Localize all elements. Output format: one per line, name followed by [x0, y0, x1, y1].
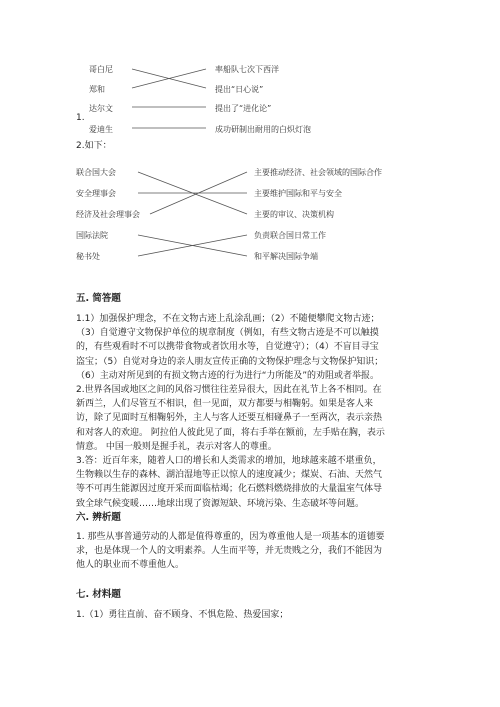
q2-left-item: 秘书处	[76, 252, 100, 261]
answer-line: 和对客人的欢迎。 阿拉伯人彼此见了面，将右手举在额前，左手贴在胸，表示	[76, 427, 385, 438]
q2-label: 2.如下：	[76, 141, 112, 151]
q2-right-item: 主要推动经济、社会领域的国际合作	[254, 168, 382, 177]
q2-right-item: 主要维护国际和平与安全	[254, 189, 342, 198]
answer-line: 访，除了见面时互相鞠躬外，主人与客人还要互相碰鼻子一至两次，表示亲热	[76, 413, 383, 424]
answer-line: 生物赖以生存的森林、湖泊湿地等正以惊人的速度减少；煤炭、石油、天然气	[76, 470, 383, 481]
answer-line: 求，也是体现一个人的文明素养。人生而平等，并无贵贱之分，我们不能因为	[76, 546, 383, 557]
answer-line: 致全球气候变暖……地球出现了资源短缺、环境污染、生态破坏等问题。	[76, 498, 365, 509]
q1-number: 1.	[76, 113, 85, 123]
q2-left-item: 联合国大会	[76, 168, 116, 177]
q1-right-item: 提出了“进化论”	[215, 104, 272, 113]
q1-right-item: 成功研制出耐用的白炽灯泡	[215, 125, 311, 134]
answer-line: 他人的职业而不尊重他人。	[76, 560, 185, 571]
answer-line: （3）自觉遵守文物保护单位的规章制度（例如，有些文物古迹是不可以触摸	[76, 328, 379, 339]
answer-line: 1. 那些从事普通劳动的人都是值得尊重的，因为尊重他人是一项基本的道德要	[76, 532, 385, 542]
answer-line: 情意。 中国一般则是握手礼，表示对客人的尊重。	[76, 441, 277, 452]
answer-line: 2.世界各国或地区之间的风俗习惯往往差异很大，因此在礼节上各不相同。在	[76, 385, 382, 396]
answer-line: 3.答：近百年来，随着人口的增长和人类需求的增加，地球越来越不堪重负，	[76, 456, 382, 467]
q1-left-item: 爱迪生	[89, 125, 113, 134]
section-7-title: 七. 材料题	[76, 589, 121, 600]
answer-line: 盗宝；（5）自觉对身边的亲人朋友宣传正确的文物保护理念与文物保护知识；	[76, 356, 384, 367]
q2-right-item: 主要的审议、决策机构	[254, 210, 334, 219]
answer-line: 等不可再生能源因过度开采而面临枯竭；化石燃料燃烧排放的大量温室气体导	[76, 484, 383, 495]
q2-left-item: 国际法院	[76, 231, 108, 240]
q2-right-item: 和平解决国际争端	[254, 252, 318, 261]
q2-right-item: 负责联合国日常工作	[254, 231, 326, 240]
section-5-body	[76, 312, 436, 511]
answer-line: 的，有些观看时不可以携带食物或者饮用水等，自觉遵守）；（4）不盲目寻宝	[76, 342, 379, 353]
q1-left-item: 郑和	[89, 85, 105, 94]
q1-left-item: 达尔文	[89, 104, 113, 113]
section-6-body	[76, 530, 436, 573]
section-6-title: 六. 辨析题	[76, 512, 121, 523]
section-5-title: 五. 简答题	[76, 293, 121, 304]
q1-left-item: 哥白尼	[89, 65, 113, 74]
q1-right-item: 率船队七次下西洋	[215, 65, 279, 74]
section-7-body	[76, 608, 436, 622]
answer-line: 新西兰，人们尽管互不相识，但一见面，双方都要与相鞠躬。如果是客人来	[76, 399, 374, 410]
answer-line: 1.1）加强保护理念，不在文物古迹上乱涂乱画；（2）不随便攀爬文物古迹；	[76, 314, 380, 324]
q1-right-item: 提出“日心说”	[215, 85, 264, 94]
answer-line: （6）主动对所见到的有损文物古迹的行为进行“力所能及”的劝阻或者举报。	[76, 370, 380, 381]
answer-line: 1.（1）勇往直前、奋不顾身、不惧危险、热爱国家；	[76, 610, 289, 620]
q2-left-item: 经济及社会理事会	[76, 210, 140, 219]
q2-left-item: 安全理事会	[76, 189, 116, 198]
